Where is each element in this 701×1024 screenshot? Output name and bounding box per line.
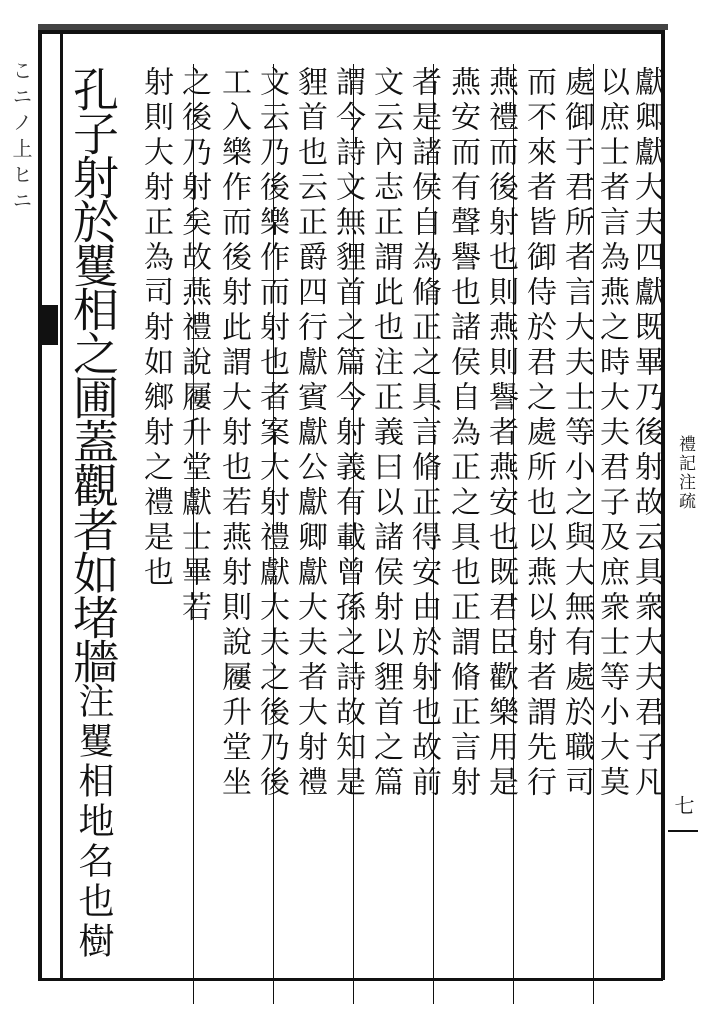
text-column: 工入樂作而後射此謂大射也若燕射則說屨升堂坐 (216, 66, 251, 801)
text-column: 者是諸侯自為脩正之具言脩正得安由於射也故前 (406, 66, 441, 801)
heading-main: 孔子射於矍相之圃蓋觀者如堵牆 (66, 66, 120, 682)
fishtail-mark (38, 305, 58, 345)
text-frame (60, 30, 665, 980)
text-column: 謂今詩文無貍首之篇今射義有載曾孫之詩故知是 (330, 66, 365, 801)
text-column: 之後乃射矣故燕禮說屨升堂獻士畢若 (176, 66, 211, 626)
text-column: 文云內志正謂此也注正義曰以諸侯射以貍首之篇 (368, 66, 403, 801)
text-column: 以庶士者言為燕之時大夫君子及庶衆士等小大莫 (594, 66, 629, 801)
text-column: 貍首也云正爵四行獻賓獻公獻卿獻大夫者大射禮 (292, 66, 327, 801)
text-column: 射則大射正為司射如鄉射之禮是也 (138, 66, 173, 591)
text-column: 燕禮而後射也則燕則譽者燕安也既君臣歡樂用是 (483, 66, 518, 801)
text-column: 獻卿獻大夫四獻既畢乃後射故云具衆大夫君子凡 (629, 66, 664, 801)
margin-rule (668, 830, 698, 832)
heading-column (65, 66, 121, 976)
text-column: 處御于君所者言大夫士等小之與大無有處於職司 (559, 66, 594, 801)
page-number: 七 (671, 795, 695, 815)
heading-note: 注矍相地名也樹 (73, 682, 114, 962)
text-column: 燕安而有聲譽也諸侯自為正之具也正謂脩正言射 (445, 66, 480, 801)
text-column: 而不來者皆御侍於君之處所也以燕以射者謂先行 (521, 66, 556, 801)
text-column: 文云乃後樂作而射也者案大射禮獻大夫之後乃後 (254, 66, 289, 801)
edge-marks: こニノ上ヒニ (9, 60, 33, 216)
margin-title: 禮記注疏 (675, 435, 695, 511)
frame-left-rule (38, 30, 42, 980)
